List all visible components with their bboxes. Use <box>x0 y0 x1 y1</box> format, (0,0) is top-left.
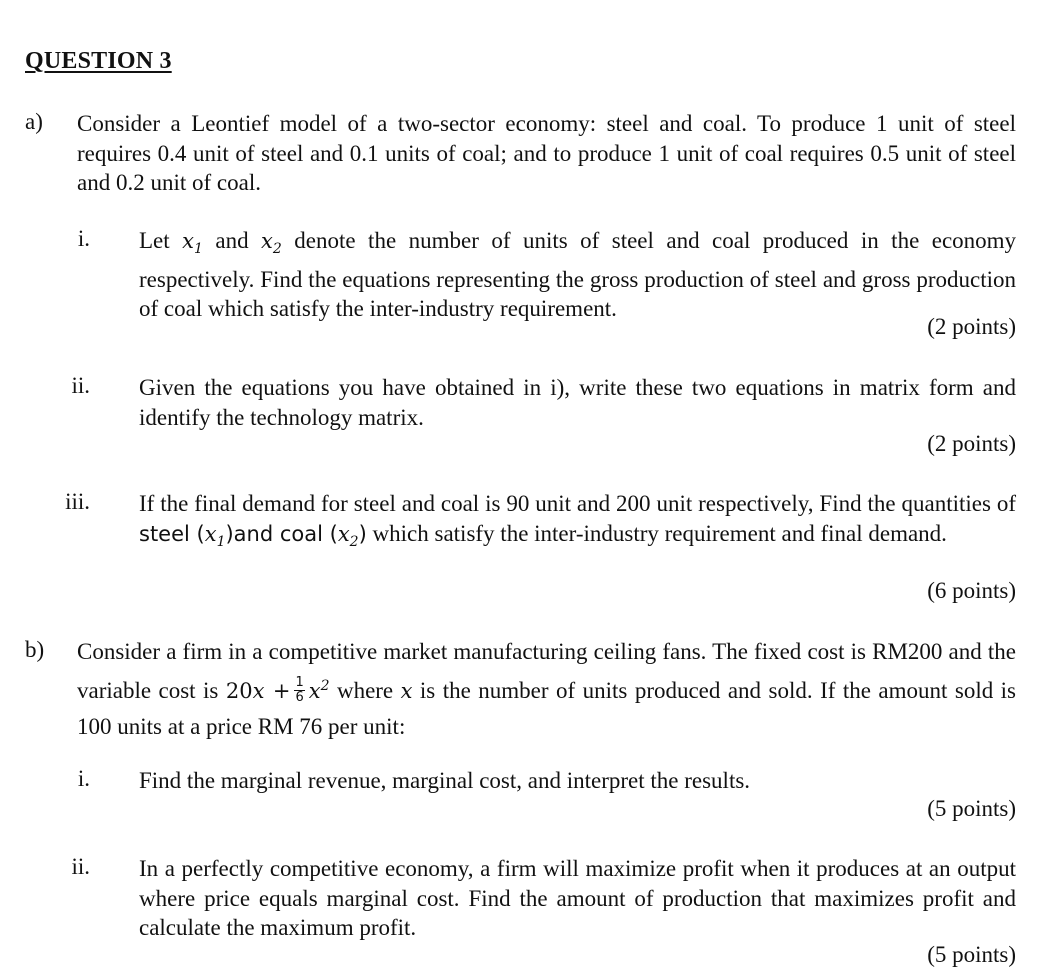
item-text: If the final demand for steel and coal is 90 unit and 200 unit respectively, Find the quantities of steel $(x_1)and$ coal $(x_2)$ which satisfy the inter-industry requirement and final demand. <box>139 491 1016 550</box>
fraction-one-sixth: $\frac{1}{6}$ <box>295 675 304 706</box>
points-b-ii: (5 points) <box>927 942 1016 967</box>
item-label: ii. <box>71 373 90 398</box>
points-b-i: (5 points) <box>927 796 1016 821</box>
math-var-x: x <box>400 679 413 703</box>
item-label: i. <box>77 766 90 791</box>
item-text: In a perfectly competitive economy, a firm will maximize profit when it produces at an output where price equals marginal cost. Find the amount of production that maximizes profit and calculate the maximum profit. <box>139 856 1016 940</box>
math-x2: $x_2$ <box>261 229 282 258</box>
math-x1: $x_1$ <box>182 229 203 258</box>
item-text: Let $x_1$ and $x_2$ denote the number of units of steel and coal produced in the economy respectively. Find the equations representing the gross production of steel and gross production of coal which satisfy the inter-industry requirement. <box>139 228 1017 322</box>
part-a-label: a) <box>25 109 43 134</box>
item-text: Find the marginal revenue, marginal cost, and interpret the results. <box>139 768 751 793</box>
points-a-iii: (6 points) <box>927 578 1016 603</box>
math-x1: $x_1$ <box>204 521 226 550</box>
part-b-text: Consider a firm in a competitive market manufacturing ceiling fans. The fixed cost is RM200 and the variable cost is 20x + $\frac{1}{6}$ $x^2$ where x is the number of units produced and sold. If the amount sold is 100 units at a price RM 76 per unit: <box>77 639 1017 739</box>
math-x2: $x_2$ <box>337 521 359 550</box>
math-expression: 20x + <box>225 679 291 703</box>
part-a-text: Consider a Leontief model of a two-sector economy: steel and coal. To produce 1 unit of steel requires 0.4 unit of steel and 0.1 units of coal; and to produce 1 unit of coal requires 0.5 unit of steel and 0.2 unit of coal. <box>77 111 1016 195</box>
question-title: QUESTION 3 <box>25 48 172 74</box>
item-text: Given the equations you have obtained in i), write these two equations in matrix form and identify the technology matrix. <box>139 375 1016 430</box>
part-b-label: b) <box>25 637 45 662</box>
points-a-i: (2 points) <box>927 314 1016 339</box>
points-a-ii: (2 points) <box>927 431 1016 456</box>
item-label: i. <box>77 226 90 251</box>
item-label: ii. <box>71 854 90 879</box>
item-label: iii. <box>65 489 90 514</box>
